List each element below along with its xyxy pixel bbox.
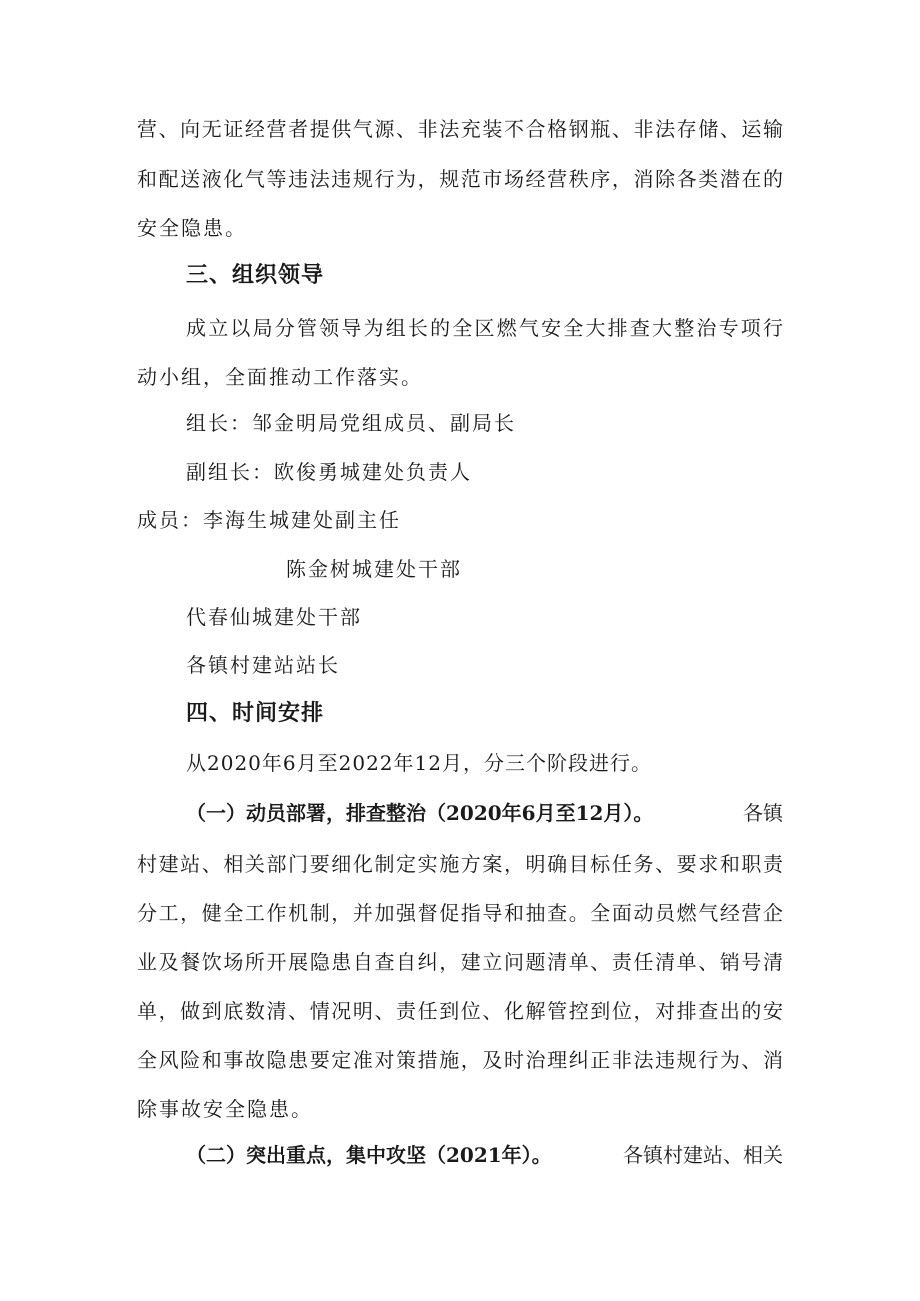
paragraph-line: 安全隐患。 <box>137 216 247 240</box>
paragraph-line: 营、向无证经营者提供气源、非法充装不合格钢瓶、非法存储、运输 <box>137 117 783 141</box>
paragraph-line: 从2020年6月至2022年12月，分三个阶段进行。 <box>186 751 652 775</box>
paragraph-line: 业及餐饮场所开展隐患自查自纠，建立问题清单、责任清单、销号清 <box>137 950 783 974</box>
paragraph-line: 成立以局分管领导为组长的全区燃气安全大排查大整治专项行 <box>186 316 783 340</box>
paragraph-line: 除事故安全隐患。 <box>137 1097 313 1121</box>
phase-one-heading: （一）动员部署，排查整治（2020年6月至12月）。 <box>186 801 654 825</box>
group-member: 代春仙城建处干部 <box>186 605 362 629</box>
paragraph-line: 村建站、相关部门要细化制定实施方案，明确目标任务、要求和职责 <box>137 852 783 876</box>
phase-two-line <box>186 1142 783 1168</box>
phase-one-text: 各镇 <box>743 801 783 825</box>
group-member: 各镇村建站站长 <box>186 653 340 677</box>
section-heading-organization: 三、组织领导 <box>186 263 325 288</box>
paragraph-line: 单，做到底数清、情况明、责任到位、化解管控到位，对排查出的安 <box>137 999 783 1023</box>
phase-two-text: 各镇村建站、相关 <box>623 1143 783 1167</box>
group-member: 陈金树城建处干部 <box>286 557 462 581</box>
section-heading-schedule: 四、时间安排 <box>186 701 325 726</box>
phase-one-line <box>186 800 783 826</box>
phase-two-heading: （二）突出重点，集中攻坚（2021年）。 <box>186 1143 552 1167</box>
paragraph-line: 和配送液化气等违法违规行为，规范市场经营秩序，消除各类潜在的 <box>137 167 783 191</box>
paragraph-line: 全风险和事故隐患要定准对策措施，及时治理纠正非法违规行为、消 <box>137 1048 783 1072</box>
vice-group-leader: 副组长：欧俊勇城建处负责人 <box>186 460 472 484</box>
group-members: 成员：李海生城建处副主任 <box>137 508 401 532</box>
paragraph-line: 分工，健全工作机制，并加强督促指导和抽查。全面动员燃气经营企 <box>137 901 783 925</box>
paragraph-line: 动小组，全面推动工作落实。 <box>137 365 423 389</box>
group-leader: 组长：邹金明局党组成员、副局长 <box>186 411 516 435</box>
